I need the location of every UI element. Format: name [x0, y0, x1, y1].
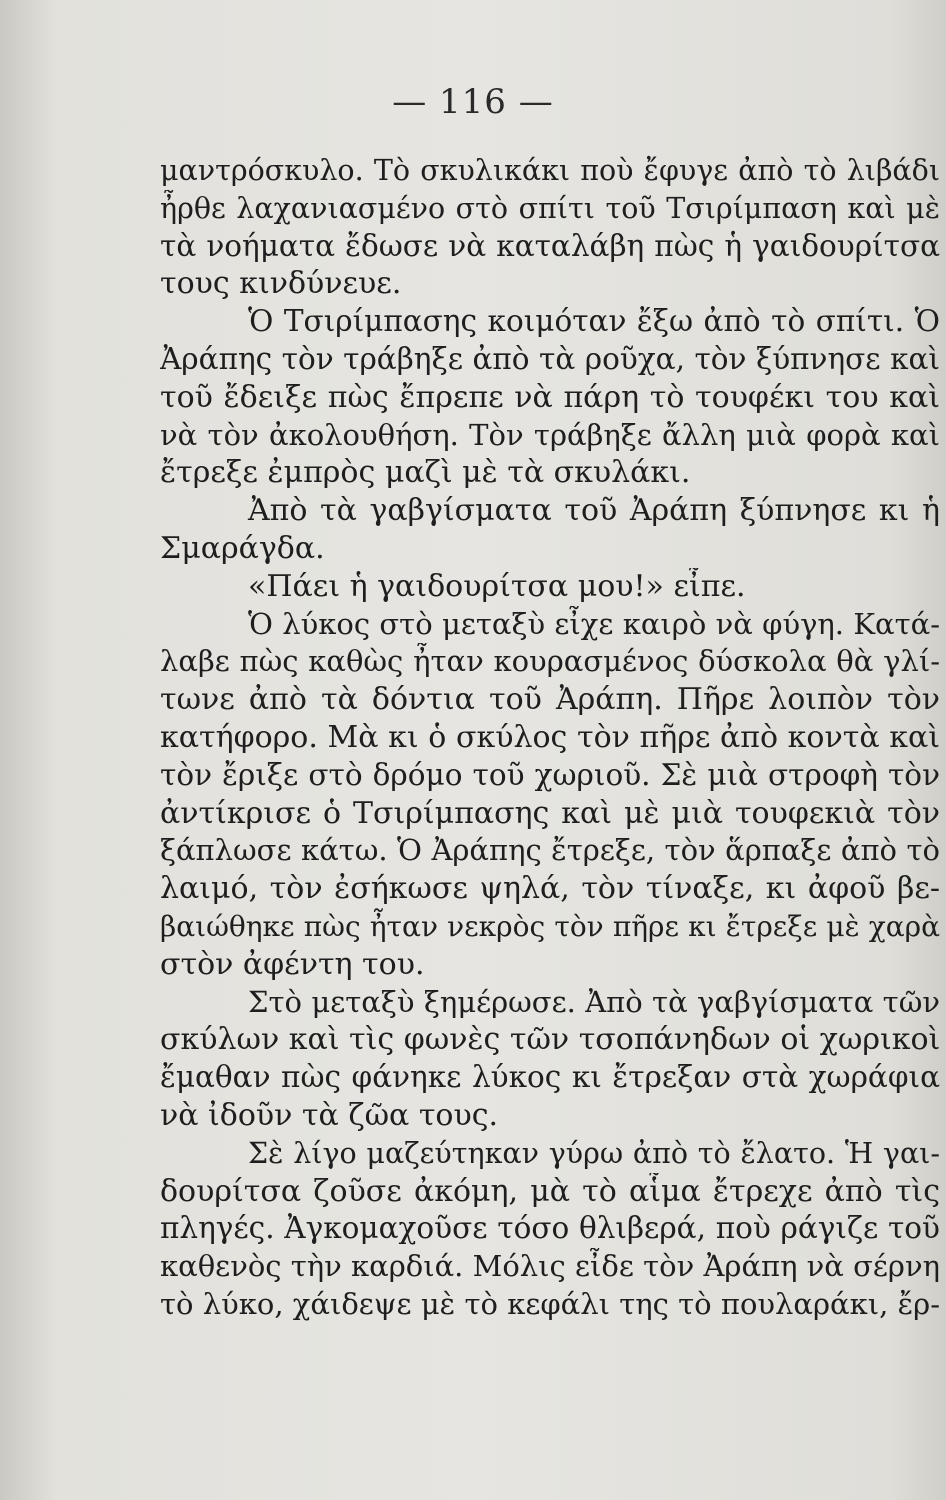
text-line: τὸ λύκο, χάιδεψε μὲ τὸ κεφάλι της τὸ πουλαράκι, ἔρ-	[160, 1286, 940, 1321]
text-line: Ὁ Τσιρίμπασης κοιμόταν ἔξω ἀπὸ τὸ σπίτι. Ὁ	[248, 304, 940, 339]
text-line: ἔτρεξε ἐμπρὸς μαζὶ μὲ τὰ σκυλάκι.	[160, 455, 691, 491]
text-line: Στὸ μεταξὺ ξημέρωσε. Ἀπὸ τὰ γαβγίσματα τῶν	[248, 984, 940, 1019]
text-line: στὸν ἀφέντη του.	[160, 946, 425, 982]
page-number: — 116 —	[392, 82, 554, 122]
text-line: Ὁ λύκος στὸ μεταξὺ εἶχε καιρὸ νὰ φύγη. Κατά-	[248, 606, 940, 641]
text-line: Ἀπὸ τὰ γαβγίσματα τοῦ Ἀράπη ξύπνησε κι ἡ	[248, 493, 940, 529]
text-line: Σμαράγδα.	[160, 530, 325, 566]
text-line: Ἀράπης τὸν τράβηξε ἀπὸ τὰ ροῦχα, τὸν ξύπνησε καὶ	[160, 341, 940, 376]
text-line: σκύλων καὶ τὶς φωνὲς τῶν τσοπάνηδων οἱ χωρικοὶ	[160, 1022, 940, 1058]
text-line: βαιώθηκε πὼς ἦταν νεκρὸς τὸν πῆρε κι ἔτρεξε μὲ χαρὰ	[160, 909, 940, 943]
text-line: ξάπλωσε κάτω. Ὁ Ἀράπης ἔτρεξε, τὸν ἅρπαξε ἀπὸ τὸ	[160, 833, 940, 868]
text-line: τὰ νοήματα ἔδωσε νὰ καταλάβη πὼς ἡ γαιδουρίτσα	[160, 228, 940, 263]
text-line: ἦρθε λαχανιασμένο στὸ σπίτι τοῦ Τσιρίμπαση καὶ μὲ	[160, 191, 940, 225]
text-line: τοῦ ἔδειξε πὼς ἔπρεπε νὰ πάρη τὸ τουφέκι του καὶ	[160, 379, 940, 415]
text-line: λαιμό, τὸν ἐσήκωσε ψηλά, τὸν τίναξε, κι ἀφοῦ βε-	[160, 871, 940, 907]
text-line: μαντρόσκυλο. Τὸ σκυλικάκι ποὺ ἔφυγε ἀπὸ τὸ λιβάδι	[160, 154, 940, 187]
text-line: καθενὸς τὴν καρδιά. Μόλις εἶδε τὸν Ἀράπη νὰ σέρνη	[160, 1249, 940, 1284]
body-text	[160, 152, 940, 1324]
text-line: Σὲ λίγο μαζεύτηκαν γύρω ἀπὸ τὸ ἔλατο. Ἡ γαι-	[248, 1136, 940, 1170]
text-line: τωνε ἀπὸ τὰ δόντια τοῦ Ἀράπη. Πῆρε λοιπὸν τὸν	[160, 682, 940, 718]
text-line: λαβε πὼς καθὼς ἦταν κουρασμένος δύσκολα θὰ γλί-	[160, 644, 940, 679]
text-line: ἔμαθαν πὼς φάνηκε λύκος κι ἔτρεξαν στὰ χωράφια	[160, 1060, 940, 1095]
text-line: τους κινδύνευε.	[160, 266, 402, 302]
text-line: «Πάει ἡ γαιδουρίτσα μου!» εἶπε.	[248, 568, 746, 604]
text-line: τὸν ἔριξε στὸ δρόμο τοῦ χωριοῦ. Σὲ μιὰ στροφὴ τὸν	[160, 757, 940, 792]
text-line: νὰ τὸν ἀκολουθήση. Τὸν τράβηξε ἄλλη μιὰ φορὰ καὶ	[160, 417, 940, 452]
text-line: κατήφορο. Μὰ κι ὁ σκύλος τὸν πῆρε ἀπὸ κοντὰ καὶ	[160, 719, 940, 755]
text-line: νὰ ἰδοῦν τὰ ζῶα τους.	[160, 1097, 499, 1133]
text-line: ἀντίκρισε ὁ Τσιρίμπασης καὶ μὲ μιὰ τουφεκιὰ τὸν	[160, 795, 940, 831]
text-line: δουρίτσα ζοῦσε ἀκόμη, μὰ τὸ αἷμα ἔτρεχε ἀπὸ τὶς	[160, 1173, 940, 1209]
text-line: πληγές. Ἀγκομαχοῦσε τόσο θλιβερά, ποὺ ράγιζε τοῦ	[160, 1211, 940, 1246]
